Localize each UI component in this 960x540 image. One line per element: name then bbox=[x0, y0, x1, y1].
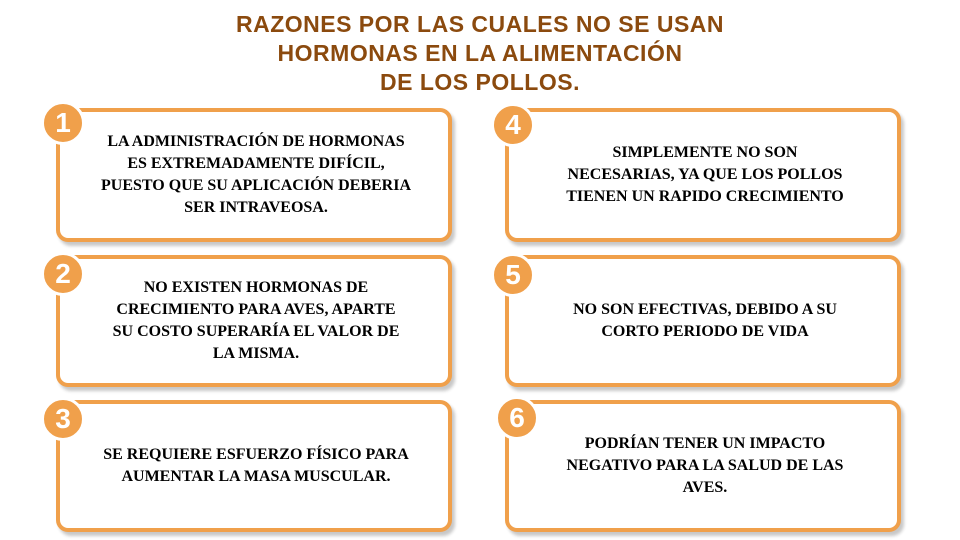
number-badge-2: 2 bbox=[41, 252, 85, 296]
number-badge-4: 4 bbox=[491, 103, 535, 147]
reason-text-3: SE REQUIERE ESFUERZO FÍSICO PARA AUMENTAR LA MASA MUSCULAR. bbox=[103, 446, 409, 485]
number-badge-1: 1 bbox=[41, 101, 85, 145]
reason-card-2 bbox=[56, 255, 452, 387]
slide-title bbox=[0, 10, 960, 97]
reason-text-6: PODRÍAN TENER UN IMPACTO NEGATIVO PARA LA SALUD DE LAS AVES. bbox=[566, 435, 844, 496]
reason-text-4: SIMPLEMENTE NO SON NECESARIAS, YA QUE LOS POLLOS TIENEN UN RAPIDO CRECIMIENTO bbox=[566, 144, 844, 205]
reason-card-4 bbox=[505, 108, 901, 242]
reason-card-5 bbox=[505, 255, 901, 387]
reason-card-1 bbox=[56, 108, 452, 242]
number-badge-5: 5 bbox=[491, 253, 535, 297]
title-line-1: RAZONES POR LAS CUALES NO SE USAN bbox=[235, 11, 725, 37]
reason-card-6 bbox=[505, 400, 901, 532]
title-line-2: HORMONAS EN LA ALIMENTACIÓN bbox=[277, 40, 683, 66]
number-badge-3: 3 bbox=[41, 397, 85, 441]
reason-text-2: NO EXISTEN HORMONAS DE CRECIMIENTO PARA AVES, APARTE SU COSTO SUPERARÍA EL VALOR DE LA MISMA. bbox=[112, 279, 400, 362]
reason-text-5: NO SON EFECTIVAS, DEBIDO A SU CORTO PERIODO DE VIDA bbox=[573, 301, 837, 340]
number-badge-6: 6 bbox=[495, 396, 539, 440]
title-line-3: DE LOS POLLOS. bbox=[380, 69, 580, 95]
reason-card-3 bbox=[56, 400, 452, 532]
reason-text-1: LA ADMINISTRACIÓN DE HORMONAS ES EXTREMADAMENTE DIFÍCIL, PUESTO QUE SU APLICACIÓN DEBERIA SER INTRAVEOSA. bbox=[101, 133, 411, 216]
